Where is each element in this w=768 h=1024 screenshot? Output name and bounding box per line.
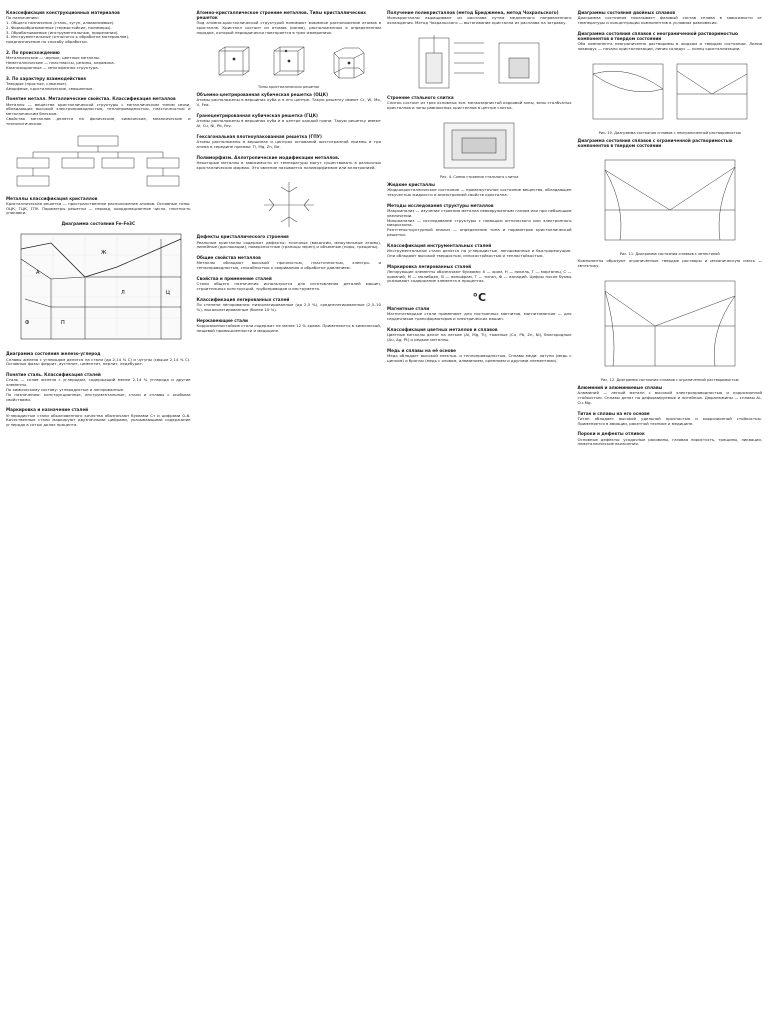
section xyxy=(6,372,191,404)
column-2 xyxy=(197,10,382,1018)
section-heading: Классификация конструкционных материалов xyxy=(6,10,120,15)
crystal-lattice-figure xyxy=(204,43,374,83)
section-heading: Пороки и дефекты отливок xyxy=(577,431,645,437)
section-heading: Полиморфизм. Аллотропические модификации металлов. xyxy=(196,154,340,160)
section-heading: Методы исследования структуры металлов xyxy=(387,202,494,208)
section-text: Сталь — сплав железа с углеродом, содержащий менее 2,14 % углерода и другие элементы. По химическому составу: углеродистые и легированные. По назначению: конструкционные, инструментальные, стали и сплавы с особыми свойствами. xyxy=(6,377,191,402)
section xyxy=(387,306,572,324)
section-text: Компоненты образуют ограниченные твердые растворы и механическую смесь — эвтектику. xyxy=(577,258,764,268)
section-heading: Маркировка легированных сталей xyxy=(387,263,472,269)
fe-c-phase-diagram xyxy=(11,229,186,349)
section-heading: Алюминий и алюминиевые сплавы xyxy=(577,385,663,391)
section-heading: Диаграмма состояния железо-углерод xyxy=(6,351,101,357)
fe-c-diagram-title: Диаграмма состояния Fe–Fe3C xyxy=(61,221,136,227)
section-text: Основные дефекты: усадочные раковины, газовая пористость, трещины, ликвация, неметаллические включения. xyxy=(577,436,764,447)
section xyxy=(578,31,763,54)
lattice-caption: Типы кристаллических решеток xyxy=(258,84,320,89)
section xyxy=(197,113,382,131)
section xyxy=(6,96,191,128)
section-text: Металлические — черные, цветные металлы. Неметаллические — пластмассы, резины, керамика. Композиционные — многофазная структура. xyxy=(6,55,115,70)
section-heading: Понятие сталь. Классификация сталей xyxy=(6,372,101,378)
classification-tree-diagram xyxy=(13,134,183,194)
section-heading: Свойства и применение сталей xyxy=(196,275,272,281)
section-heading: Магнитные стали xyxy=(387,306,430,312)
section-text: Стали общего назначения используются для изготовления деталей машин, строительных конструкций, трубопроводов и инструмента. xyxy=(196,281,383,291)
section-heading: Жидкие кристаллы xyxy=(387,182,435,187)
section xyxy=(578,385,763,408)
section xyxy=(197,134,382,152)
section-text: По назначению: 1. Общего назначения (сталь, чугун, алюминиевые). 2. Формообразованные (термостойкие, полимеры). 3. Обрабатываемые (инструментальные, прорезания). 4. Инструментальные (относятся к обработке материалов). предназначение по способу обработки. xyxy=(6,15,130,45)
section xyxy=(197,92,382,110)
section-text: Коррозионностойкие стали содержат не менее 12 % хрома. Применяются в химической, пищевой промышленности и медицине. xyxy=(196,322,383,333)
section-heading: Гексагональная плотноупакованная решетка (ГПУ) xyxy=(196,133,322,139)
section xyxy=(6,10,191,47)
section-heading: Титан и сплавы на его основе xyxy=(577,410,650,416)
section-text: Некоторые металлы в зависимости от температуры могут существовать в различных кристаллических формах. Это явление называется полиморфизмом или аллотропией. xyxy=(196,159,383,170)
section-text: Атомы расположены в вершинах куба и в его центре. Такую решетку имеют Cr, W, Mo, V, Feα. xyxy=(196,97,383,108)
eutectic-diagram xyxy=(595,155,745,250)
section-heading: Диаграммы состояния двойных сплавов xyxy=(577,10,676,15)
section-heading: 3. По характеру взаимодействия xyxy=(6,75,86,81)
section xyxy=(387,182,572,200)
eutectic-caption: Рис. 11. Диаграмма состояния сплавов с эвтектикой xyxy=(619,251,720,256)
section xyxy=(387,264,572,287)
crystal-growth-apparatus-figure xyxy=(404,33,554,93)
section xyxy=(578,259,763,271)
column-3 xyxy=(387,10,572,1018)
section-text: Кристаллическая решетка — пространственное расположение атомов. Основные типы: ОЦК, ГЦК, ГПУ. Параметры решетки — период, координационное число, плотность упаковки. xyxy=(6,200,192,216)
section-text: Монокристаллы выращивают из расплава путем медленного направленного охлаждения. Метод Чохральского — вытягивание кристалла из расплава на затравку. xyxy=(387,15,573,25)
section-heading: 2. По происхождению xyxy=(6,49,60,55)
section-text: Сплавы железа с углеродом делятся на стали (до 2,14 % С) и чугуны (свыше 2,14 % С). Основные фазы: феррит, аустенит, цементит, перлит, ледебурит. xyxy=(6,356,192,367)
section-heading: Диаграмма состояния сплавов с неограниченной растворимостью компонентов в твердом состоянии xyxy=(577,30,739,41)
section xyxy=(578,411,763,429)
section-heading: Строение стального слитка xyxy=(387,94,454,100)
section xyxy=(387,203,572,240)
section-text: Металлы обладают высокой прочностью, пластичностью, электро- и теплопроводностью, способностью к свариванию и обработке давлением. xyxy=(196,260,383,271)
section-text: Медь обладает высокой электро- и теплопроводностью. Сплавы меди: латуни (медь с цинком) и бронзы (медь с оловом, алюминием, кремнием и другими элементами). xyxy=(387,352,573,363)
section xyxy=(6,50,191,73)
section-text: Оба компонента неограниченно растворимы в жидком и твердом состоянии. Линия ликвидус — начало кристаллизации, линия солидус — конец кристаллизации. xyxy=(577,41,764,51)
label-pearlite: П xyxy=(60,320,65,327)
section xyxy=(197,297,382,315)
section xyxy=(197,276,382,294)
section-text: Инструментальные стали делятся на углеродистые, легированные и быстрорежущие. Они обладают высокой твердостью, износостойкостью и теплостойкостью. xyxy=(387,247,573,258)
section-heading: Атомно-кристаллическое строение металлов. Типы кристаллических решеток xyxy=(196,10,366,21)
ingot-structure-figure xyxy=(424,118,534,173)
section xyxy=(6,76,191,94)
section xyxy=(387,327,572,345)
section xyxy=(197,10,382,38)
section-text: Титан обладает высокой удельной прочностью и коррозионной стойкостью. Применяется в авиации, ракетной технике и медицине. xyxy=(577,415,764,426)
section-text: Слиток состоит из трех основных зон: мелкозернистой корковой зоны, зоны столбчатых кристаллов и зоны равноосных кристаллов в центре слитка. xyxy=(387,100,573,110)
label-ferrite: Ф xyxy=(24,320,30,327)
section xyxy=(6,196,191,219)
section-heading: Дефекты кристаллического строения xyxy=(196,234,289,240)
column-4 xyxy=(578,10,763,1018)
section-heading: Объемно-центрированная кубическая решетка (ОЦК) xyxy=(196,92,329,98)
section-text: Атомы расположены в вершинах куба и в центре каждой грани. Такую решетку имеют Al, Cu, Ni, Pb, Feγ. xyxy=(196,118,383,128)
section xyxy=(578,138,763,149)
section-heading: Получение поликристаллов (метод Бриджмена, метод Чохральского) xyxy=(387,10,559,15)
section-text: Алюминий — легкий металл с высокой электропроводностью и коррозионной стойкостью. Сплавы делят на деформируемые и литейные. Дюралюмины — сплавы Al–Cu–Mg. xyxy=(577,390,764,405)
section xyxy=(387,95,572,113)
section-heading: Общие свойства металлов xyxy=(196,255,261,261)
label-cementite: Ц xyxy=(165,290,170,297)
section xyxy=(387,10,572,28)
section-heading: Диаграмма состояния сплавов с ограниченной растворимостью компонентов в твердом состоянии xyxy=(577,138,733,149)
section xyxy=(6,407,191,430)
section xyxy=(197,255,382,273)
label-ledeburite: Л xyxy=(120,290,125,297)
section-heading: Нержавеющие стали xyxy=(196,317,248,323)
section-heading: Классификация цветных металлов и сплавов xyxy=(387,326,498,332)
section-text: По степени легирования: низколегированные (до 2,5 %), среднелегированные (2,5–10 %), высоколегированные (более 10 %). xyxy=(196,301,383,312)
columns xyxy=(6,10,762,1018)
section-heading: Гранецентрированная кубическая решетка (ГЦК) xyxy=(196,113,318,118)
section-text: Под атомно-кристаллической структурой понимают взаимное расположение атомов в кристалле. Кристалл состоит из атомов (ионов), расположенных в определенном порядке, который периодически повторяется в трех измерениях. xyxy=(196,20,383,35)
limited-solubility-diagram xyxy=(595,276,745,376)
section-text: Углеродистые стали обыкновенного качества обозначают буквами Ст и цифрами 0–6. Качественные стали маркируют двузначными цифрами, указывающими содержание углерода в сотых долях процента. xyxy=(6,412,192,428)
section-text: Металлы — вещества кристаллической структуры с металлическим типом связи, обладающие высокой электропроводностью, теплопроводностью, пластичностью и металлическим блеском. Свойства металлов делятся на физические, химические, механические и технологические. xyxy=(6,101,191,126)
unlimited-solubility-diagram xyxy=(585,59,755,129)
section xyxy=(197,318,382,336)
section-heading: Металлы классификация кристаллов xyxy=(6,195,98,201)
section-heading: Маркировка и назначение сталей xyxy=(6,407,89,413)
section-heading: Классификация легированных сталей xyxy=(196,296,290,302)
section-text: Жидкокристаллическое состояние — промежуточное состояние вещества, обладающее текучестью жидкости и анизотропией свойств кристалла. xyxy=(387,187,573,197)
section xyxy=(387,243,572,261)
section-text: Магнитотвердые стали применяют для постоянных магнитов, магнитомягкие — для сердечников трансформаторов и электрических машин. xyxy=(387,311,573,322)
section-text: Диаграмма состояния показывает фазовый состав сплава в зависимости от температуры и концентрации компонентов в условиях равновесия. xyxy=(577,15,764,25)
section-heading: Классификация инструментальных сталей xyxy=(387,242,492,248)
section xyxy=(578,10,763,28)
column-1 xyxy=(6,10,191,1018)
section-text: Макроанализ — изучение строения металла невооруженным глазом или при небольшом увеличении. Микроанализ — исследование структуры с помощью оптического или электронного микроскопа. Рентгеноструктурный анализ — определение типа и параметров кристаллической решетки. xyxy=(387,208,572,237)
label-liquid: Ж xyxy=(100,250,107,257)
section xyxy=(578,431,763,449)
unlimited-caption: Рис. 10. Диаграмма состояния сплавов с неограниченной растворимостью xyxy=(598,130,741,135)
section-text: Атомы расположены в вершинах и центрах оснований шестигранной призмы и три атома в середине призмы: Ti, Mg, Zn, Be. xyxy=(196,139,383,149)
section-text: Твердые (простые, сложные). Аморфные, кристаллические, смешанные. xyxy=(6,80,94,91)
ingot-caption: Рис. 4. Схема строения стального слитка xyxy=(439,174,519,179)
label-austenite: А xyxy=(35,270,40,277)
section-heading: Понятие металл. Металлические свойства. Классификация металлов xyxy=(6,96,176,102)
section xyxy=(197,155,382,173)
section xyxy=(197,234,382,252)
dendrite-figure xyxy=(249,177,329,232)
section-heading: Медь и сплавы на её основе xyxy=(387,347,456,353)
section-text: Реальные кристаллы содержат дефекты: точечные (вакансии, межузельные атомы), линейные (дислокации), поверхностные (границы зерен) и объемные (поры, трещины). xyxy=(196,239,383,250)
limited-caption: Рис. 12. Диаграмма состояния сплавов с ограниченной растворимостью xyxy=(600,377,739,382)
temperature-symbol: °С xyxy=(472,291,487,305)
section-text: Легирующие элементы обозначают буквами: Х — хром, Н — никель, Г — марганец, С — кремний, М — молибден, В — вольфрам, Т — титан, Ф — ванадий. Цифры после буквы указывают содержание элемента в процентах. xyxy=(387,268,573,284)
section xyxy=(387,348,572,366)
section-text: Цветные металлы делят на легкие (Al, Mg, Ti), тяжелые (Cu, Pb, Zn, Ni), благородные (Au, Ag, Pt) и редкие металлы. xyxy=(387,332,573,342)
section xyxy=(6,351,191,369)
